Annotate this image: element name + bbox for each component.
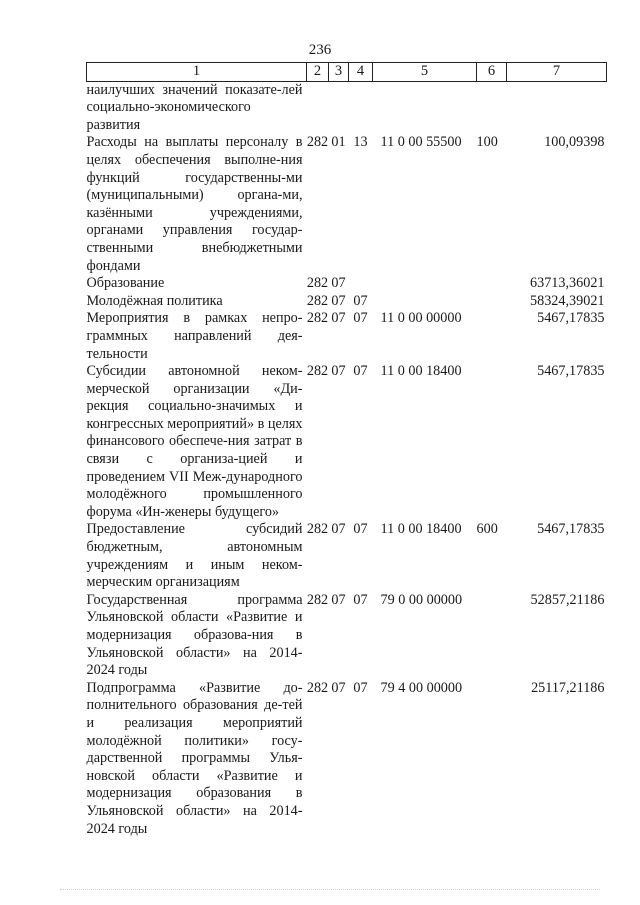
table-row bbox=[87, 680, 607, 838]
page-bottom-artifact bbox=[60, 889, 600, 892]
col-header-4: 4 bbox=[349, 63, 373, 82]
row-subsection-code: 07 bbox=[353, 591, 368, 608]
row-section-code: 07 bbox=[331, 679, 346, 696]
row-name: Образование bbox=[86, 275, 165, 292]
row-name: Молодёжная политика bbox=[86, 292, 223, 309]
row-expense-type bbox=[477, 363, 507, 521]
row-amount: 5467,17835 bbox=[537, 363, 605, 380]
table-row bbox=[87, 310, 607, 363]
table-row bbox=[87, 134, 607, 275]
row-amount bbox=[507, 81, 607, 134]
row-target-article: 11 0 00 18400 bbox=[380, 521, 462, 538]
row-target-article: 11 0 00 00000 bbox=[380, 310, 462, 327]
row-subsection-code: 07 bbox=[353, 363, 368, 380]
row-ministry-code: 282 bbox=[306, 591, 329, 608]
row-amount: 5467,17835 bbox=[537, 521, 605, 538]
row-name: Государственная программа Ульяновской области «Развитие и модернизация образова-ния в Ульяновской области» на 2014-2024 годы bbox=[86, 591, 303, 679]
row-section-code: 07 bbox=[331, 292, 346, 309]
row-amount: 52857,21186 bbox=[530, 591, 605, 608]
row-ministry-code: 282 bbox=[306, 679, 329, 696]
row-amount: 25117,21186 bbox=[531, 679, 605, 696]
col-header-3: 3 bbox=[329, 63, 349, 82]
page-number: 236 bbox=[308, 42, 332, 58]
row-expense-type bbox=[477, 592, 507, 680]
row-target-article bbox=[373, 275, 477, 293]
row-section-code: 07 bbox=[331, 310, 346, 327]
table-row bbox=[87, 275, 607, 293]
row-name: Мероприятия в рамках непро-граммных направлений дея-тельности bbox=[86, 310, 303, 362]
table-row bbox=[87, 293, 607, 311]
row-name: Субсидии автономной неком-мерческой организации «Ди-рекция социально-значимых и конгрессных мероприятий» в целях финансового обеспече-ния затрат в связи с организа-цией и проведением VII Меж-дународного молодёжного промышленного форума «Ин-женеры будущего» bbox=[86, 363, 303, 520]
row-expense-type bbox=[477, 81, 507, 134]
row-amount: 100,09398 bbox=[544, 134, 605, 151]
row-target-article: 11 0 00 18400 bbox=[380, 363, 462, 380]
row-name: Подпрограмма «Развитие до-полнительного образования де-тей и реализация мероприятий молодёжной политики» госу-дарственной программы Улья-новской области «Развитие и модернизация образования в Ульяновской области» на 2014-2024 годы bbox=[86, 679, 303, 837]
row-amount: 58324,39021 bbox=[530, 292, 605, 309]
row-subsection-code: 07 bbox=[353, 310, 368, 327]
row-section-code: 07 bbox=[331, 363, 346, 380]
row-subsection-code bbox=[349, 81, 373, 134]
row-expense-type bbox=[477, 293, 507, 311]
row-target-article bbox=[373, 293, 477, 311]
row-ministry-code: 282 bbox=[306, 363, 329, 380]
row-section-code: 07 bbox=[331, 591, 346, 608]
table-row bbox=[87, 592, 607, 680]
table-row bbox=[87, 521, 607, 591]
col-header-7: 7 bbox=[507, 63, 607, 82]
row-section-code: 07 bbox=[331, 275, 346, 292]
row-section-code bbox=[329, 81, 349, 134]
col-header-5: 5 bbox=[373, 63, 477, 82]
table-row bbox=[87, 81, 607, 134]
row-name: наилучших значений показате-лей социально-экономического развития bbox=[86, 81, 303, 133]
row-expense-type bbox=[477, 310, 507, 363]
row-amount: 63713,36021 bbox=[530, 275, 605, 292]
row-subsection-code: 13 bbox=[353, 134, 368, 151]
row-expense-type bbox=[477, 275, 507, 293]
row-amount: 5467,17835 bbox=[537, 310, 605, 327]
budget-table bbox=[86, 62, 607, 838]
row-section-code: 07 bbox=[331, 521, 346, 538]
header-row bbox=[87, 63, 607, 82]
row-subsection-code: 07 bbox=[353, 679, 368, 696]
col-header-2: 2 bbox=[307, 63, 329, 82]
row-expense-type bbox=[477, 680, 507, 838]
row-target-article: 11 0 00 55500 bbox=[380, 134, 462, 151]
table-row bbox=[87, 363, 607, 521]
row-ministry-code: 282 bbox=[306, 310, 329, 327]
row-name: Расходы на выплаты персоналу в целях обеспечения выполне-ния функций государственны-ми (муниципальными) органа-ми, казёнными учреждениями, органами управления государ-ственными внебюджетными фондами bbox=[86, 134, 303, 274]
col-header-6: 6 bbox=[477, 63, 507, 82]
row-ministry-code: 282 bbox=[306, 292, 329, 309]
row-name: Предоставление субсидий бюджетным, автономным учреждениям и иным неком-мерческим организациям bbox=[86, 521, 303, 591]
row-target-article bbox=[373, 81, 477, 134]
row-ministry-code: 282 bbox=[306, 521, 329, 538]
row-ministry-code: 282 bbox=[306, 134, 329, 151]
row-subsection-code: 07 bbox=[353, 292, 368, 309]
row-ministry-code: 282 bbox=[306, 275, 329, 292]
row-expense-type: 100 bbox=[476, 134, 498, 151]
col-header-1: 1 bbox=[87, 63, 307, 82]
row-target-article: 79 0 00 00000 bbox=[380, 591, 463, 608]
row-subsection-code: 07 bbox=[353, 521, 368, 538]
row-subsection-code bbox=[349, 275, 373, 293]
row-expense-type: 600 bbox=[476, 521, 498, 538]
row-ministry-code bbox=[307, 81, 329, 134]
row-section-code: 01 bbox=[331, 134, 346, 151]
row-target-article: 79 4 00 00000 bbox=[380, 679, 463, 696]
